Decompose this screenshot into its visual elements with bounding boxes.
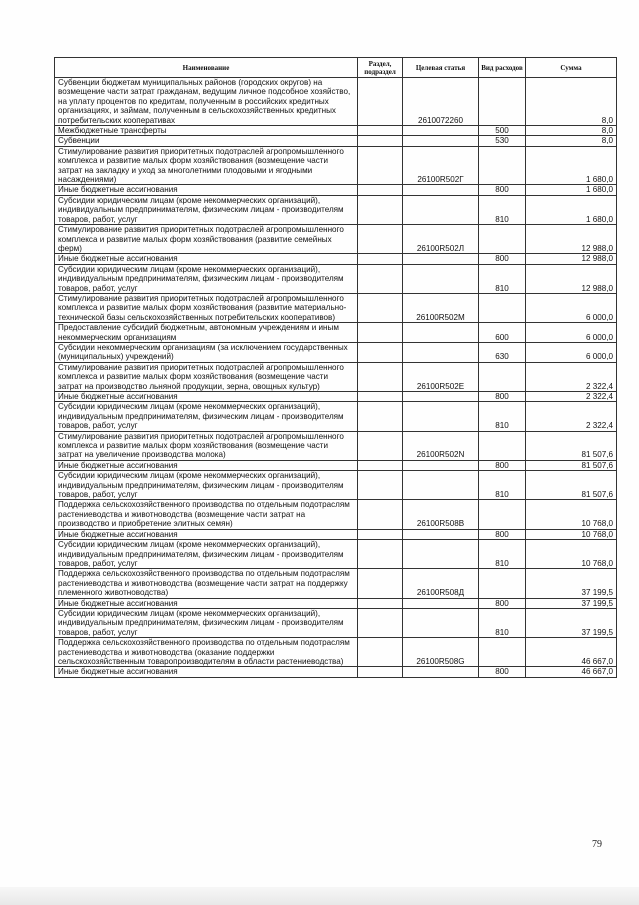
row-section <box>358 667 403 677</box>
row-target: 26100R502N <box>403 431 479 460</box>
row-section <box>358 78 403 126</box>
table-row <box>55 362 617 391</box>
row-sum: 10 768,0 <box>526 529 617 539</box>
row-name: Межбюджетные трансферты <box>55 126 358 136</box>
row-section <box>358 608 403 637</box>
row-section <box>358 598 403 608</box>
header-type: Вид расходов <box>479 58 526 78</box>
table-row <box>55 431 617 460</box>
table-row <box>55 78 617 126</box>
row-name: Иные бюджетные ассигнования <box>55 529 358 539</box>
row-sum: 12 988,0 <box>526 254 617 264</box>
table-row <box>55 608 617 637</box>
table-row <box>55 136 617 146</box>
header-name: Наименование <box>55 58 358 78</box>
row-sum: 6 000,0 <box>526 342 617 362</box>
row-name: Субсидии юридическим лицам (кроме некоммерческих организаций), индивидуальным предпринимателям, физическим лицам - производителям товаров, работ, услуг <box>55 608 358 637</box>
row-name: Предоставление субсидий бюджетным, автономным учреждениям и иным некоммерческим организациям <box>55 323 358 343</box>
row-name: Стимулирование развития приоритетных подотраслей агропромышленного комплекса и развитие малых форм хозяйствования (возмещение части затрат на производство льняной продукции, зерна, овощных культур) <box>55 362 358 391</box>
row-type: 630 <box>479 342 526 362</box>
row-sum: 1 680,0 <box>526 185 617 195</box>
row-target <box>403 392 479 402</box>
row-type <box>479 431 526 460</box>
row-name: Иные бюджетные ассигнования <box>55 185 358 195</box>
row-sum: 1 680,0 <box>526 195 617 224</box>
row-section <box>358 392 403 402</box>
row-target <box>403 264 479 293</box>
row-type: 600 <box>479 323 526 343</box>
table-row <box>55 471 617 500</box>
row-target: 26100R502Л <box>403 225 479 254</box>
row-section <box>358 126 403 136</box>
row-target: 26100R508G <box>403 638 479 667</box>
row-type: 800 <box>479 185 526 195</box>
row-section <box>358 529 403 539</box>
row-target <box>403 195 479 224</box>
row-section <box>358 500 403 529</box>
row-section <box>358 362 403 391</box>
table-row <box>55 225 617 254</box>
row-sum: 12 988,0 <box>526 225 617 254</box>
table-header-row <box>55 58 617 78</box>
row-target <box>403 185 479 195</box>
row-section <box>358 293 403 322</box>
row-sum: 8,0 <box>526 126 617 136</box>
row-target <box>403 323 479 343</box>
row-type: 800 <box>479 598 526 608</box>
row-target <box>403 254 479 264</box>
table-row <box>55 460 617 470</box>
row-section <box>358 540 403 569</box>
row-section <box>358 569 403 598</box>
row-section <box>358 402 403 431</box>
page-number: 79 <box>592 839 602 850</box>
row-target <box>403 126 479 136</box>
table-row <box>55 529 617 539</box>
row-type <box>479 638 526 667</box>
table-row <box>55 195 617 224</box>
row-section <box>358 323 403 343</box>
row-sum: 2 322,4 <box>526 402 617 431</box>
row-name: Субсидии юридическим лицам (кроме некоммерческих организаций), индивидуальным предпринимателям, физическим лицам - производителям товаров, работ, услуг <box>55 540 358 569</box>
row-type <box>479 500 526 529</box>
row-type: 810 <box>479 402 526 431</box>
row-sum: 81 507,6 <box>526 431 617 460</box>
table-row <box>55 126 617 136</box>
row-target: 26100R508Д <box>403 569 479 598</box>
row-name: Субсидии юридическим лицам (кроме некоммерческих организаций), индивидуальным предпринимателям, физическим лицам - производителям товаров, работ, услуг <box>55 195 358 224</box>
table-body <box>55 78 617 678</box>
table-row <box>55 667 617 677</box>
row-section <box>358 638 403 667</box>
row-section <box>358 136 403 146</box>
row-target <box>403 540 479 569</box>
row-sum: 46 667,0 <box>526 667 617 677</box>
row-sum: 1 680,0 <box>526 146 617 185</box>
row-sum: 37 199,5 <box>526 569 617 598</box>
scan-bottom-edge <box>0 887 639 905</box>
row-sum: 8,0 <box>526 78 617 126</box>
row-target: 26100R502Г <box>403 146 479 185</box>
row-name: Стимулирование развития приоритетных подотраслей агропромышленного комплекса и развитие малых форм хозяйствования (развитие семейных ферм) <box>55 225 358 254</box>
row-sum: 81 507,6 <box>526 471 617 500</box>
row-target <box>403 460 479 470</box>
row-name: Иные бюджетные ассигнования <box>55 460 358 470</box>
table-row <box>55 264 617 293</box>
row-type <box>479 78 526 126</box>
row-sum: 6 000,0 <box>526 323 617 343</box>
row-sum: 46 667,0 <box>526 638 617 667</box>
row-name: Поддержка сельскохозяйственного производства по отдельным подотраслям растениеводства и животноводства (возмещение части затрат на производство и приобретение элитных семян) <box>55 500 358 529</box>
row-type: 810 <box>479 540 526 569</box>
row-type <box>479 225 526 254</box>
table-row <box>55 392 617 402</box>
row-section <box>358 431 403 460</box>
header-sum: Сумма <box>526 58 617 78</box>
row-name: Поддержка сельскохозяйственного производства по отдельным подотраслям растениеводства и животноводства (возмещение части затрат на поддержку племенного животноводства) <box>55 569 358 598</box>
row-type <box>479 569 526 598</box>
table-row <box>55 500 617 529</box>
row-target: 26100R502М <box>403 293 479 322</box>
row-section <box>358 195 403 224</box>
row-target <box>403 598 479 608</box>
row-type <box>479 146 526 185</box>
table-row <box>55 598 617 608</box>
row-type: 810 <box>479 471 526 500</box>
row-type: 810 <box>479 195 526 224</box>
row-target <box>403 136 479 146</box>
row-type: 800 <box>479 392 526 402</box>
row-section <box>358 342 403 362</box>
row-name: Иные бюджетные ассигнования <box>55 392 358 402</box>
table-row <box>55 402 617 431</box>
row-section <box>358 460 403 470</box>
table-row <box>55 638 617 667</box>
row-section <box>358 254 403 264</box>
row-target <box>403 402 479 431</box>
header-section: Раздел, подраздел <box>358 58 403 78</box>
row-sum: 6 000,0 <box>526 293 617 322</box>
table-row <box>55 342 617 362</box>
table-row <box>55 185 617 195</box>
row-target <box>403 342 479 362</box>
row-section <box>358 146 403 185</box>
table-row <box>55 146 617 185</box>
row-section <box>358 185 403 195</box>
row-name: Субсидии юридическим лицам (кроме некоммерческих организаций), индивидуальным предпринимателям, физическим лицам - производителям товаров, работ, услуг <box>55 402 358 431</box>
row-name: Иные бюджетные ассигнования <box>55 254 358 264</box>
row-name: Стимулирование развития приоритетных подотраслей агропромышленного комплекса и развитие малых форм хозяйствования (возмещение части затрат на закладку и уход за многолетними плодовыми и ягодными насаждениями) <box>55 146 358 185</box>
row-type <box>479 362 526 391</box>
table-row <box>55 293 617 322</box>
row-sum: 12 988,0 <box>526 264 617 293</box>
row-type: 810 <box>479 608 526 637</box>
row-name: Стимулирование развития приоритетных подотраслей агропромышленного комплекса и развитие малых форм хозяйствования (возмещение части затрат на увеличение производства молока) <box>55 431 358 460</box>
row-sum: 37 199,5 <box>526 608 617 637</box>
row-name: Субсидии некоммерческим организациям (за исключением государственных (муниципальных) учреждений) <box>55 342 358 362</box>
row-target <box>403 667 479 677</box>
table-row <box>55 569 617 598</box>
table-row <box>55 323 617 343</box>
row-sum: 10 768,0 <box>526 500 617 529</box>
row-sum: 8,0 <box>526 136 617 146</box>
row-target <box>403 608 479 637</box>
row-name: Иные бюджетные ассигнования <box>55 598 358 608</box>
row-target: 2610072260 <box>403 78 479 126</box>
row-name: Поддержка сельскохозяйственного производства по отдельным подотраслям растениеводства и животноводства (оказание поддержки сельскохозяйственным товаропроизводителям в области растениеводства) <box>55 638 358 667</box>
row-name: Субсидии юридическим лицам (кроме некоммерческих организаций), индивидуальным предпринимателям, физическим лицам - производителям товаров, работ, услуг <box>55 264 358 293</box>
budget-table <box>54 57 617 678</box>
row-target: 26100R508В <box>403 500 479 529</box>
row-type: 800 <box>479 667 526 677</box>
row-sum: 10 768,0 <box>526 540 617 569</box>
table-row <box>55 254 617 264</box>
row-type: 800 <box>479 460 526 470</box>
row-type: 800 <box>479 529 526 539</box>
row-target <box>403 471 479 500</box>
row-sum: 81 507,6 <box>526 460 617 470</box>
header-target: Целевая статья <box>403 58 479 78</box>
row-section <box>358 471 403 500</box>
row-target <box>403 529 479 539</box>
row-sum: 2 322,4 <box>526 392 617 402</box>
row-sum: 37 199,5 <box>526 598 617 608</box>
row-type: 800 <box>479 254 526 264</box>
row-name: Субвенции <box>55 136 358 146</box>
row-name: Стимулирование развития приоритетных подотраслей агропромышленного комплекса и развитие малых форм хозяйствования (развитие материально-технической базы сельскохозяйственных потребительских кооперативов) <box>55 293 358 322</box>
row-type: 530 <box>479 136 526 146</box>
row-target: 26100R502Е <box>403 362 479 391</box>
row-section <box>358 264 403 293</box>
row-sum: 2 322,4 <box>526 362 617 391</box>
table-row <box>55 540 617 569</box>
row-type <box>479 293 526 322</box>
row-type: 500 <box>479 126 526 136</box>
row-name: Субвенции бюджетам муниципальных районов (городских округов) на возмещение части затрат гражданам, ведущим личное подсобное хозяйство, на уплату процентов по кредитам, полученным в российских кредитных организациях, и займам, полученным в сельскохозяйственных кредитных потребительских кооперативах <box>55 78 358 126</box>
row-name: Иные бюджетные ассигнования <box>55 667 358 677</box>
row-section <box>358 225 403 254</box>
row-type: 810 <box>479 264 526 293</box>
row-name: Субсидии юридическим лицам (кроме некоммерческих организаций), индивидуальным предпринимателям, физическим лицам - производителям товаров, работ, услуг <box>55 471 358 500</box>
